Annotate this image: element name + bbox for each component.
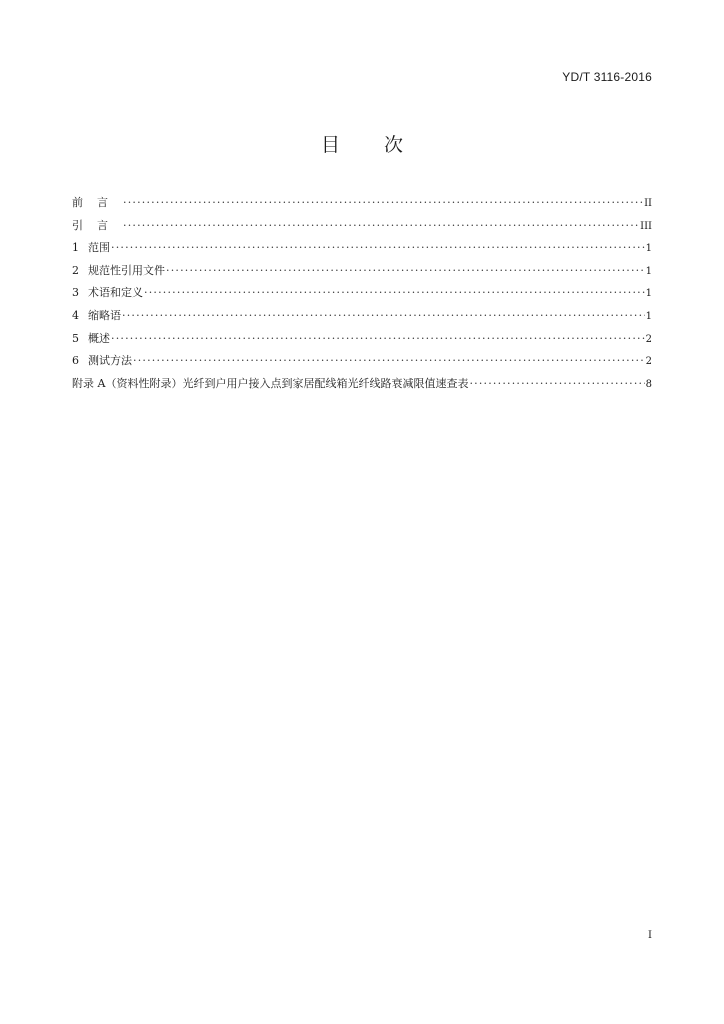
toc-entry-page: 2 (645, 333, 652, 345)
title-char-1: 目 (320, 134, 340, 156)
table-of-contents (72, 194, 652, 397)
toc-entry-label: 范围 (88, 241, 110, 255)
toc-leader-dots (166, 264, 645, 277)
toc-entry[interactable] (72, 284, 652, 307)
toc-entry-label: 规范性引用文件 (88, 263, 165, 277)
toc-entry-page: 1 (645, 288, 652, 300)
toc-leader-dots (469, 377, 644, 390)
toc-entry[interactable] (72, 217, 652, 240)
toc-entry-page: 1 (645, 265, 652, 277)
toc-entry-page: II (644, 198, 652, 209)
toc-entry-label: 概述 (88, 331, 110, 345)
toc-leader-dots (123, 219, 639, 232)
toc-entry-page: 1 (645, 243, 652, 255)
toc-entry-number: 3 (72, 286, 79, 300)
toc-leader-dots (111, 241, 645, 254)
toc-leader-dots (144, 286, 645, 299)
toc-entry[interactable] (72, 194, 652, 217)
toc-entry-number: 5 (72, 331, 79, 345)
toc-entry[interactable] (72, 262, 652, 285)
toc-leader-dots (122, 309, 645, 322)
toc-entry-page: 2 (645, 356, 652, 368)
toc-entry[interactable] (72, 375, 652, 398)
toc-entry-label: 缩略语 (88, 308, 121, 322)
standard-code: YD/T 3116-2016 (562, 70, 652, 84)
toc-entry-page: 1 (645, 310, 652, 322)
toc-entry-label: 测试方法 (88, 354, 132, 368)
toc-entry-number: 1 (72, 241, 79, 255)
toc-entry-label: 附录 A（资料性附录）光纤到户用户接入点到家居配线箱光纤线路衰减限值速查表 (72, 376, 469, 390)
page-title (0, 130, 724, 157)
toc-entry-page: 8 (645, 378, 652, 390)
toc-leader-dots (123, 196, 643, 209)
toc-entry[interactable] (72, 330, 652, 353)
toc-entry-label: 前言 (72, 196, 122, 209)
toc-entry-label: 术语和定义 (88, 286, 143, 300)
toc-leader-dots (133, 354, 645, 367)
toc-entry[interactable] (72, 352, 652, 375)
title-char-2: 次 (384, 134, 404, 156)
toc-entry-number: 4 (72, 308, 79, 322)
toc-entry-number: 2 (72, 263, 79, 277)
toc-entry[interactable] (72, 239, 652, 262)
toc-leader-dots (111, 332, 645, 345)
toc-entry-page: III (640, 220, 652, 232)
page-number: I (648, 930, 652, 941)
toc-entry-label: 引言 (72, 218, 122, 232)
toc-entry-number: 6 (72, 354, 79, 368)
toc-entry[interactable] (72, 307, 652, 330)
